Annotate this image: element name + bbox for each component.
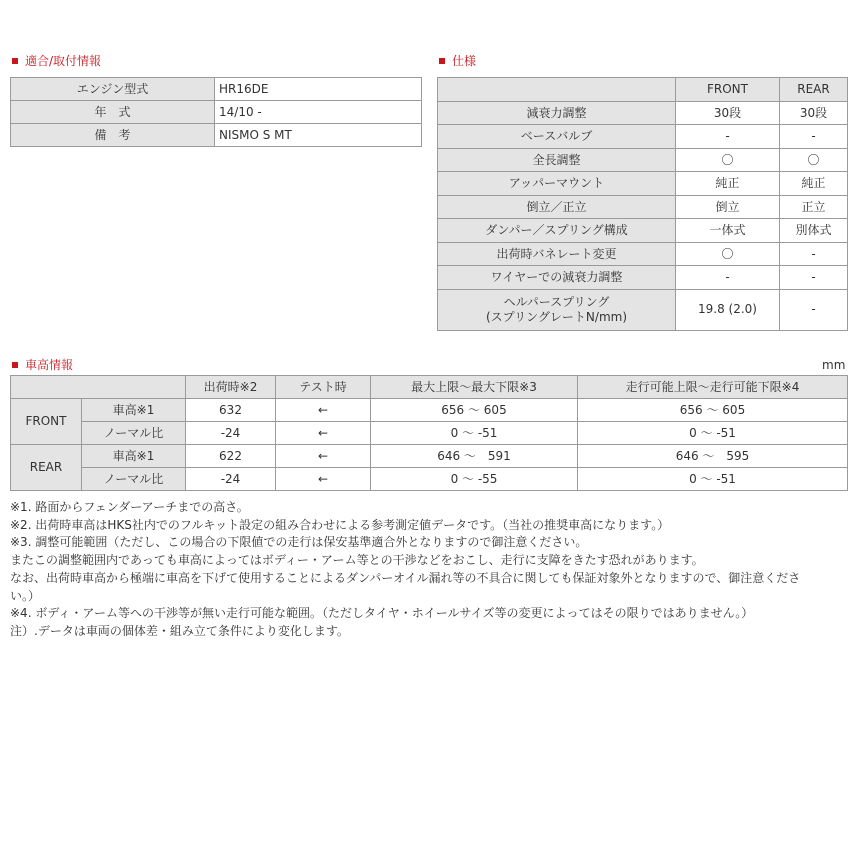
table-header-row: [11, 376, 848, 399]
footnote-line: なお、出荷時車高から極端に車高を下げて使用することによるダンパーオイル漏れ等の不具合に関しても保証対象外となりますので、御注意くださ: [10, 570, 801, 585]
height-table: [10, 375, 848, 491]
height-header-test: テスト時: [276, 376, 371, 399]
table-row: [11, 78, 422, 101]
spec-label: 倒立／正立: [438, 195, 676, 219]
spec-front-value: 〇: [676, 148, 780, 172]
spec-label: アッパーマウント: [438, 172, 676, 196]
height-max-value: 656 ～ 605: [371, 399, 578, 422]
height-row-label: 車高※1: [82, 399, 186, 422]
height-drive-value: 646 ～ 595: [578, 445, 848, 468]
spec-rear-value: -: [780, 125, 848, 149]
spec-label: ダンパー／スプリング構成: [438, 219, 676, 243]
fitment-label: 年 式: [11, 101, 215, 124]
fitment-value: 14/10 -: [215, 101, 422, 124]
height-ship-value: 632: [186, 399, 276, 422]
height-group-front: FRONT: [11, 399, 82, 445]
height-section-title: [12, 356, 73, 373]
spec-front-value: 30段: [676, 101, 780, 125]
height-ship-value: 622: [186, 445, 276, 468]
spec-label-two-line: [438, 289, 676, 330]
spec-front-value: 〇: [676, 242, 780, 266]
footnote-line: ※2. 出荷時車高はHKS社内でのフルキット設定の組み合わせによる参考測定値データです。（当社の推奨車高になります。）: [10, 517, 670, 532]
spec-section-title: [439, 52, 476, 69]
spec-front-value: 純正: [676, 172, 780, 196]
height-row-label: ノーマル比: [82, 468, 186, 491]
table-row: [438, 219, 848, 243]
spec-rear-value: 別体式: [780, 219, 848, 243]
table-row: [438, 242, 848, 266]
fitment-title-text: 適合/取付情報: [25, 54, 102, 68]
height-drive-value: 0 ～ -51: [578, 422, 848, 445]
spec-header-front: FRONT: [676, 78, 780, 102]
table-row: [438, 125, 848, 149]
spec-rear-value: 正立: [780, 195, 848, 219]
footnotes: [10, 499, 850, 641]
height-row-label: 車高※1: [82, 445, 186, 468]
height-ship-value: -24: [186, 468, 276, 491]
table-row: [438, 172, 848, 196]
height-header-drive: 走行可能上限～走行可能下限※4: [578, 376, 848, 399]
spec-label: 全長調整: [438, 148, 676, 172]
table-header-row: [438, 78, 848, 102]
height-header-max: 最大上限～最大下限※3: [371, 376, 578, 399]
spec-rear-value: -: [780, 289, 848, 330]
spec-rear-value: 純正: [780, 172, 848, 196]
spec-label-line1: ヘルパースプリング: [503, 295, 610, 310]
height-group-rear: REAR: [11, 445, 82, 491]
height-max-value: 646 ～ 591: [371, 445, 578, 468]
table-row: [11, 422, 848, 445]
spec-label: ベースバルブ: [438, 125, 676, 149]
table-row: [11, 399, 848, 422]
fitment-value: NISMO S MT: [215, 124, 422, 147]
table-row: [11, 468, 848, 491]
spec-rear-value: 30段: [780, 101, 848, 125]
height-max-value: 0 ～ -51: [371, 422, 578, 445]
spec-front-value: -: [676, 125, 780, 149]
height-test-value: ←: [276, 399, 371, 422]
height-test-value: ←: [276, 468, 371, 491]
footnote-line: ※1. 路面からフェンダーアーチまでの高さ。: [10, 500, 249, 514]
table-row: [438, 148, 848, 172]
fitment-table: [10, 77, 422, 147]
spec-front-value: -: [676, 266, 780, 290]
table-row: [11, 101, 422, 124]
spec-label: 減衰力調整: [438, 101, 676, 125]
spec-rear-value: -: [780, 242, 848, 266]
height-test-value: ←: [276, 422, 371, 445]
spec-header-blank: [438, 78, 676, 102]
spec-title-text: 仕様: [452, 54, 477, 68]
table-row: [438, 195, 848, 219]
square-bullet-icon: [439, 58, 445, 64]
fitment-section-title: [12, 52, 101, 69]
fitment-label: 備 考: [11, 124, 215, 147]
spec-header-rear: REAR: [780, 78, 848, 102]
footnote-line: ※4. ボディ・アーム等への干渉等が無い走行可能な範囲。（ただしタイヤ・ホイールサイズ等の変更によってはその限りではありません。）: [10, 606, 754, 621]
footnote-line: い。）: [10, 588, 41, 603]
square-bullet-icon: [12, 362, 18, 368]
spec-rear-value: -: [780, 266, 848, 290]
height-max-value: 0 ～ -55: [371, 468, 578, 491]
fitment-label: エンジン型式: [11, 78, 215, 101]
table-row: [438, 289, 848, 330]
spec-label-line2: (スプリングレートN/mm): [485, 309, 628, 324]
spec-front-value: 19.8 (2.0): [676, 289, 780, 330]
table-row: [11, 124, 422, 147]
fitment-value: HR16DE: [215, 78, 422, 101]
spec-label: ワイヤーでの減衰力調整: [438, 266, 676, 290]
table-row: [11, 445, 848, 468]
spec-front-value: 倒立: [676, 195, 780, 219]
table-row: [438, 101, 848, 125]
footnote-line: ※3. 調整可能範囲（ただし、この場合の下限値での走行は保安基準適合外となりますので御注意ください。: [10, 535, 588, 550]
table-row: [438, 266, 848, 290]
height-drive-value: 0 ～ -51: [578, 468, 848, 491]
footnote-line: またこの調整範囲内であっても車高によってはボディー・アーム等との干渉などをおこし、走行に支障をきたす恐れがあります。: [10, 553, 704, 568]
height-ship-value: -24: [186, 422, 276, 445]
height-header-ship: 出荷時※2: [186, 376, 276, 399]
spec-label: 出荷時バネレート変更: [438, 242, 676, 266]
footnote-line: 注）.データは車両の個体差・組み立て条件により変化します。: [10, 623, 349, 638]
height-row-label: ノーマル比: [82, 422, 186, 445]
spec-rear-value: 〇: [780, 148, 848, 172]
spec-front-value: 一体式: [676, 219, 780, 243]
height-test-value: ←: [276, 445, 371, 468]
square-bullet-icon: [12, 58, 18, 64]
height-header-blank: [11, 376, 186, 399]
spec-table: [437, 77, 848, 331]
height-drive-value: 656 ～ 605: [578, 399, 848, 422]
height-title-text: 車高情報: [25, 358, 74, 372]
unit-label: mm: [822, 358, 846, 372]
